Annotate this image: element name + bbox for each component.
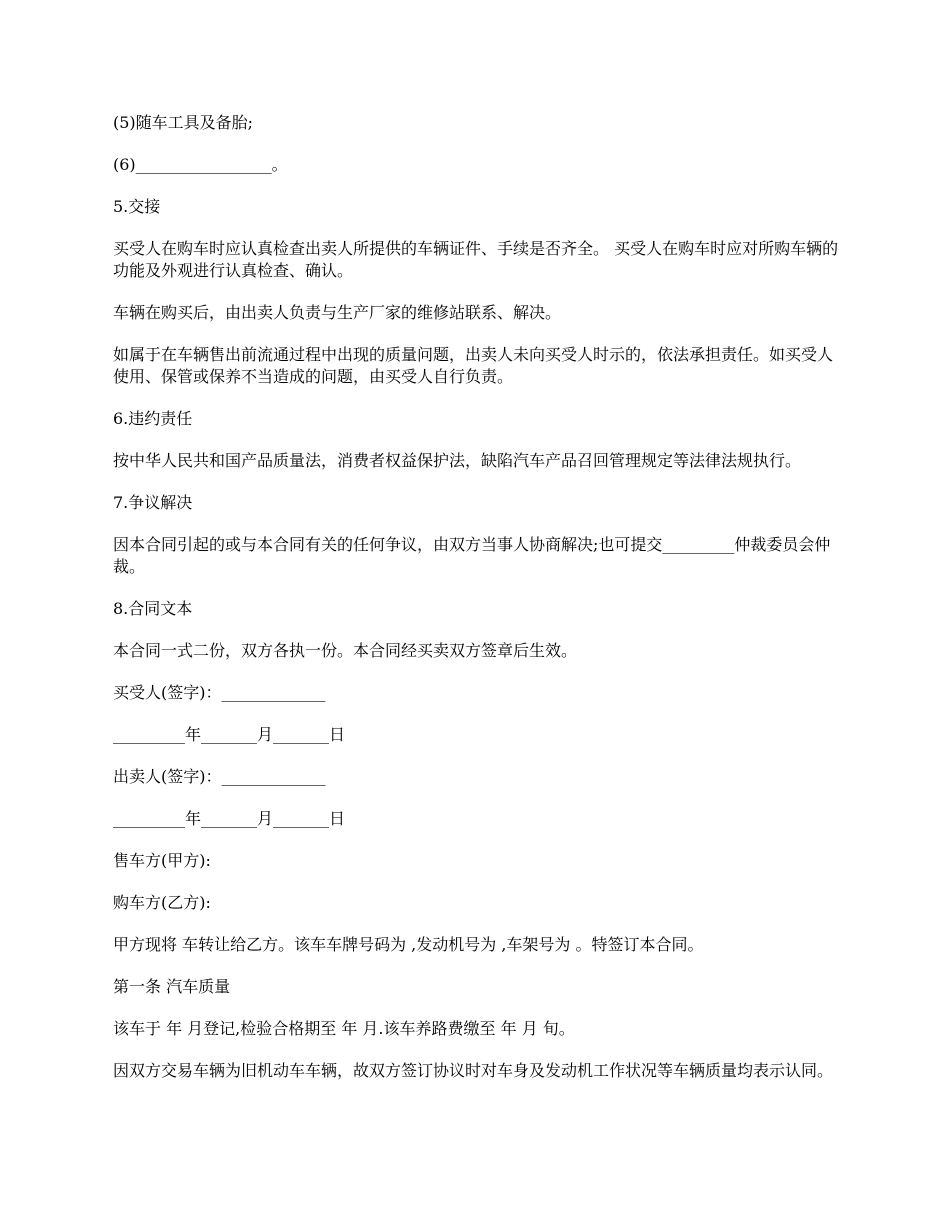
section-heading-handover: 5.交接 — [113, 197, 161, 216]
seller-date-line: _________年_______月_______日 — [113, 809, 346, 828]
section-heading-dispute-resolution: 7.争议解决 — [113, 493, 193, 512]
section-heading-contract-text: 8.合同文本 — [113, 599, 193, 618]
quality-responsibility-paragraph: 如属于在车辆售出前流通过程中出现的质量问题，出卖人未向买受人时示的，依法承担责任。如买受人使用、保管或保养不当造成的问题，由买受人自行负责。 — [113, 345, 834, 386]
item-5-tools-spare-tire: (5)随车工具及备胎; — [113, 113, 254, 132]
contract-copies-paragraph: 本合同一式二份，双方各执一份。本合同经买卖双方签章后生效。 — [113, 641, 578, 660]
handover-inspection-paragraph: 买受人在购车时应认真检查出卖人所提供的车辆证件、手续是否齐全。 买受人在购车时应对所购车辆的功能及外观进行认真检查、确认。 — [113, 239, 839, 280]
dispute-resolution-paragraph: 因本合同引起的或与本合同有关的任何争议，由双方当事人协商解决;也可提交_________仲裁委员会仲裁。 — [113, 535, 831, 576]
buyer-signature-line: 买受人(签字)：_____________ — [113, 683, 326, 702]
breach-liability-paragraph: 按中华人民共和国产品质量法，消费者权益保护法，缺陷汽车产品召回管理规定等法律法规执行。 — [113, 451, 802, 470]
seller-signature-line: 出卖人(签字)：_____________ — [113, 767, 326, 786]
section-heading-breach-liability: 6.违约责任 — [113, 409, 193, 428]
buyer-date-line: _________年_______月_______日 — [113, 725, 346, 744]
party-a-seller-label: 售车方(甲方): — [113, 851, 211, 870]
item-6-blank: (6)_________________。 — [113, 155, 288, 174]
party-b-buyer-label: 购车方(乙方): — [113, 893, 211, 912]
used-vehicle-quality-paragraph: 因双方交易车辆为旧机动车车辆，故双方签订协议时对车身及发动机工作状况等车辆质量均表示认同。 — [113, 1061, 834, 1080]
document-page — [113, 112, 841, 1102]
after-purchase-service-paragraph: 车辆在购买后，由出卖人负责与生产厂家的维修站联系、解决。 — [113, 303, 562, 322]
registration-inspection-paragraph: 该车于 年 月登记,检验合格期至 年 月.该车养路费缴至 年 月 旬。 — [113, 1019, 575, 1038]
transfer-statement-paragraph: 甲方现将 车转让给乙方。该车车牌号码为 ,发动机号为 ,车架号为 。特签订本合同。 — [113, 935, 704, 954]
article-1-heading-vehicle-quality: 第一条 汽车质量 — [113, 977, 231, 996]
